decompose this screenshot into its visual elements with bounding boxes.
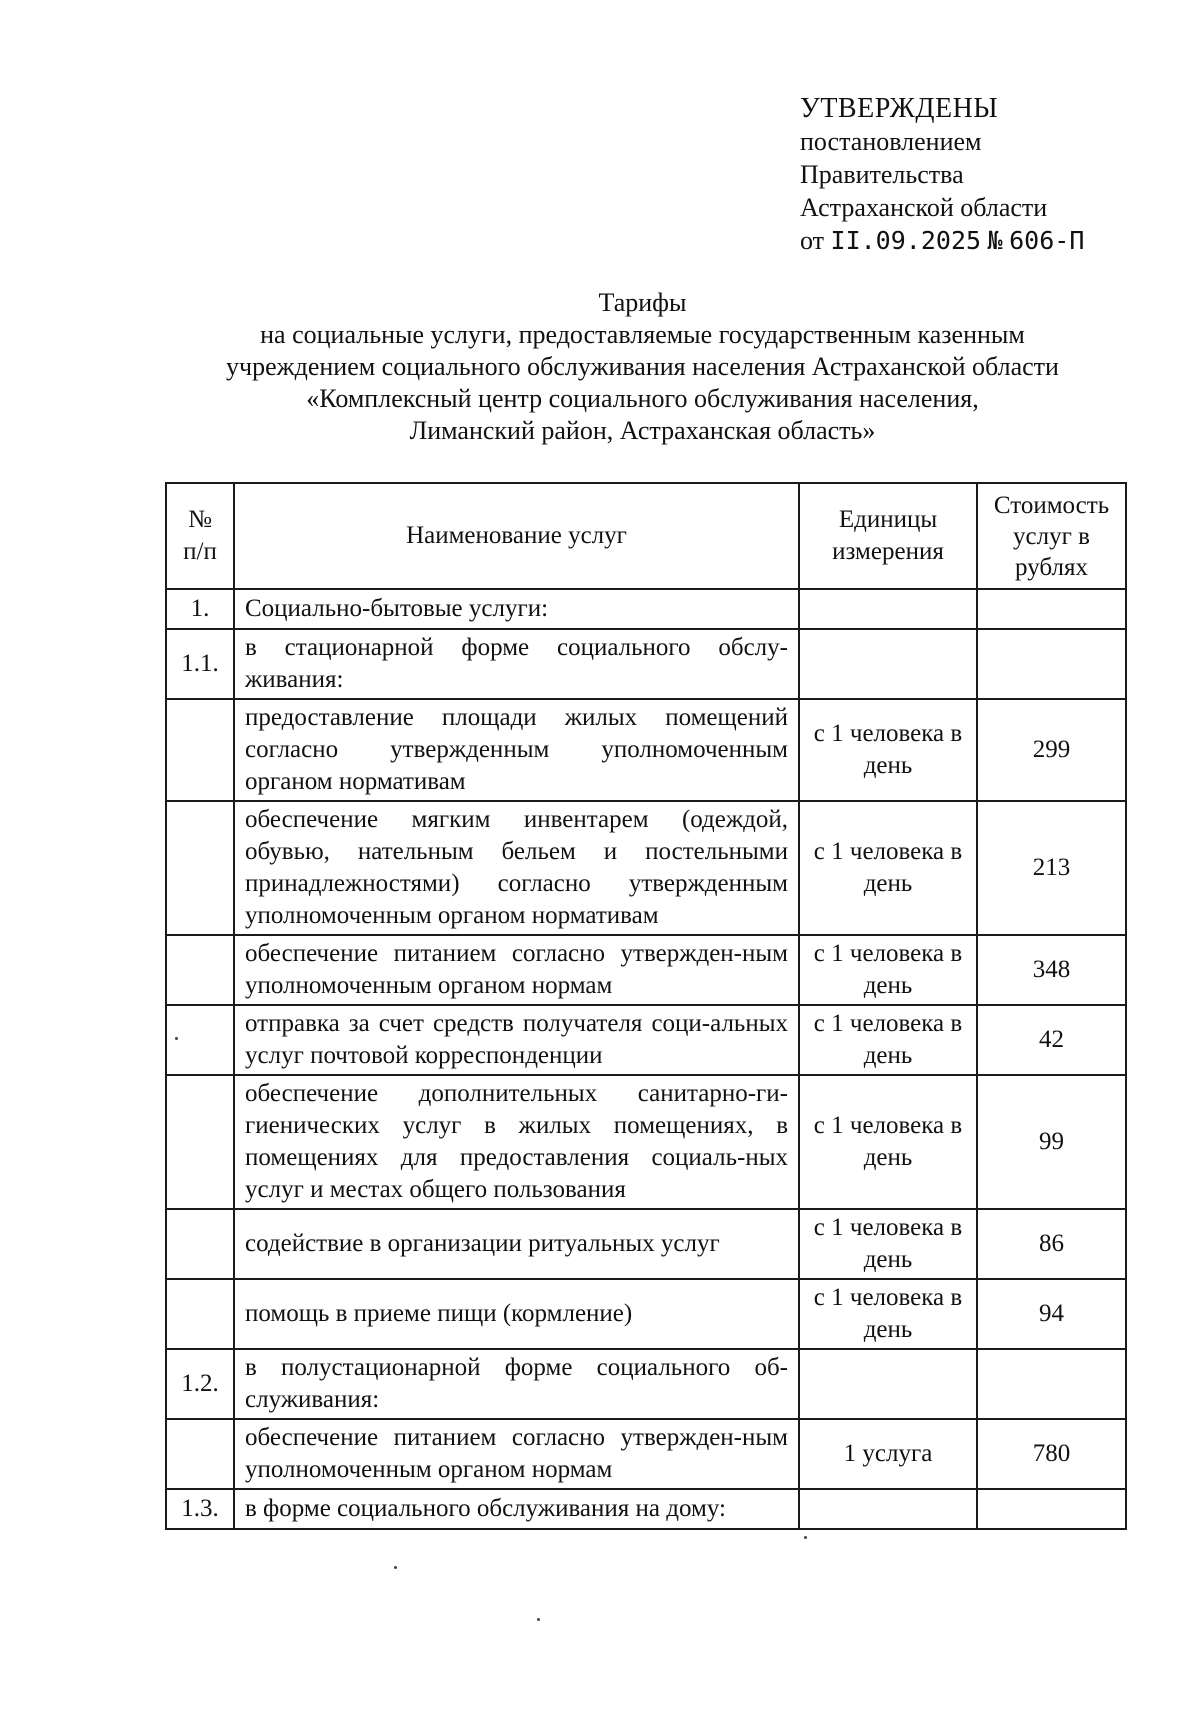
row-num: 1.1. [166, 629, 234, 699]
approval-line-3: Астраханской области [800, 193, 1048, 222]
approval-date-prefix: от [800, 226, 825, 255]
title-line-4: «Комплексный центр социального обслуживания населения, [306, 384, 979, 413]
table-row [166, 629, 1126, 699]
approval-block [800, 92, 1140, 257]
row-price: 213 [977, 801, 1126, 935]
approval-date: II.09.2025 [830, 226, 982, 255]
row-name: предоставление площади жилых помещений согласно утвержденным уполномоченным органом нормативам [234, 699, 799, 801]
scan-speck [537, 1618, 540, 1621]
row-unit [799, 589, 977, 629]
row-name: содействие в организации ритуальных услуг [234, 1209, 799, 1279]
row-price: 86 [977, 1209, 1126, 1279]
row-name: отправка за счет средств получателя соци-альных услуг почтовой корреспонденции [234, 1005, 799, 1075]
header-name: Наименование услуг [234, 483, 799, 589]
table-row [166, 1489, 1126, 1529]
row-num [166, 801, 234, 935]
row-unit: с 1 человека в день [799, 1209, 977, 1279]
approval-date-line [800, 224, 1140, 257]
row-num: 1. [166, 589, 234, 629]
row-unit: с 1 человека в день [799, 1005, 977, 1075]
row-name: в форме социального обслуживания на дому: [234, 1489, 799, 1529]
approval-number: 606-П [1009, 226, 1085, 255]
row-name: Социально-бытовые услуги: [234, 589, 799, 629]
header-unit: Единицы измерения [799, 483, 977, 589]
table-row [166, 1075, 1126, 1209]
table-row [166, 699, 1126, 801]
title-line-3: учреждением социального обслуживания населения Астраханской области [226, 352, 1059, 381]
table-row [166, 1279, 1126, 1349]
title-line-2: на социальные услуги, предоставляемые государственным казенным [260, 320, 1025, 349]
row-price [977, 1349, 1126, 1419]
table-row [166, 1005, 1126, 1075]
table-header-row [166, 483, 1126, 589]
row-name: обеспечение дополнительных санитарно-ги-гиенических услуг в жилых помещениях, в помещениях для предоставления социаль-ных услуг и местах общего пользования [234, 1075, 799, 1209]
row-unit: с 1 человека в день [799, 699, 977, 801]
approval-line-2: Правительства [800, 160, 964, 189]
row-unit: 1 услуга [799, 1419, 977, 1489]
row-unit: с 1 человека в день [799, 1075, 977, 1209]
row-num [166, 1075, 234, 1209]
approval-heading: УТВЕРЖДЕНЫ [800, 93, 999, 124]
row-price [977, 589, 1126, 629]
document-title [150, 287, 1135, 447]
row-price: 780 [977, 1419, 1126, 1489]
row-num: 1.2. [166, 1349, 234, 1419]
row-unit [799, 1489, 977, 1529]
table-row [166, 801, 1126, 935]
table-row [166, 1209, 1126, 1279]
row-num [166, 699, 234, 801]
row-price: 94 [977, 1279, 1126, 1349]
row-num [166, 1279, 234, 1349]
table-row [166, 589, 1126, 629]
row-name: обеспечение мягким инвентарем (одеждой, обувью, нательным бельем и постельными принадлежностями) согласно утвержденным уполномоченным органом нормативам [234, 801, 799, 935]
title-line-5: Лиманский район, Астраханская область» [409, 416, 876, 445]
table-row [166, 1419, 1126, 1489]
row-price [977, 629, 1126, 699]
row-num: 1.3. [166, 1489, 234, 1529]
row-price: 99 [977, 1075, 1126, 1209]
header-price: Стоимость услуг в рублях [977, 483, 1126, 589]
row-price [977, 1489, 1126, 1529]
row-name: в стационарной форме социального обслу-живания: [234, 629, 799, 699]
table-row [166, 1349, 1126, 1419]
row-unit: с 1 человека в день [799, 1279, 977, 1349]
row-unit: с 1 человека в день [799, 935, 977, 1005]
approval-number-sign: № [987, 226, 1003, 255]
scan-speck [394, 1566, 397, 1569]
row-price: 348 [977, 935, 1126, 1005]
row-name: в полустационарной форме социального об-служивания: [234, 1349, 799, 1419]
row-num [166, 1419, 234, 1489]
title-line-1: Тарифы [598, 288, 687, 317]
row-num [166, 1005, 234, 1075]
row-unit [799, 1349, 977, 1419]
row-unit [799, 629, 977, 699]
row-num [166, 935, 234, 1005]
scan-speck [804, 1536, 807, 1539]
table-row [166, 935, 1126, 1005]
row-price: 42 [977, 1005, 1126, 1075]
header-num: № п/п [166, 483, 234, 589]
row-num [166, 1209, 234, 1279]
scan-speck [175, 1037, 178, 1040]
row-name: обеспечение питанием согласно утвержден-ным уполномоченным органом нормам [234, 1419, 799, 1489]
tariffs-table [165, 482, 1127, 1530]
row-unit: с 1 человека в день [799, 801, 977, 935]
approval-line-1: постановлением [800, 127, 982, 156]
row-name: обеспечение питанием согласно утвержден-ным уполномоченным органом нормам [234, 935, 799, 1005]
row-price: 299 [977, 699, 1126, 801]
row-name: помощь в приеме пищи (кормление) [234, 1279, 799, 1349]
